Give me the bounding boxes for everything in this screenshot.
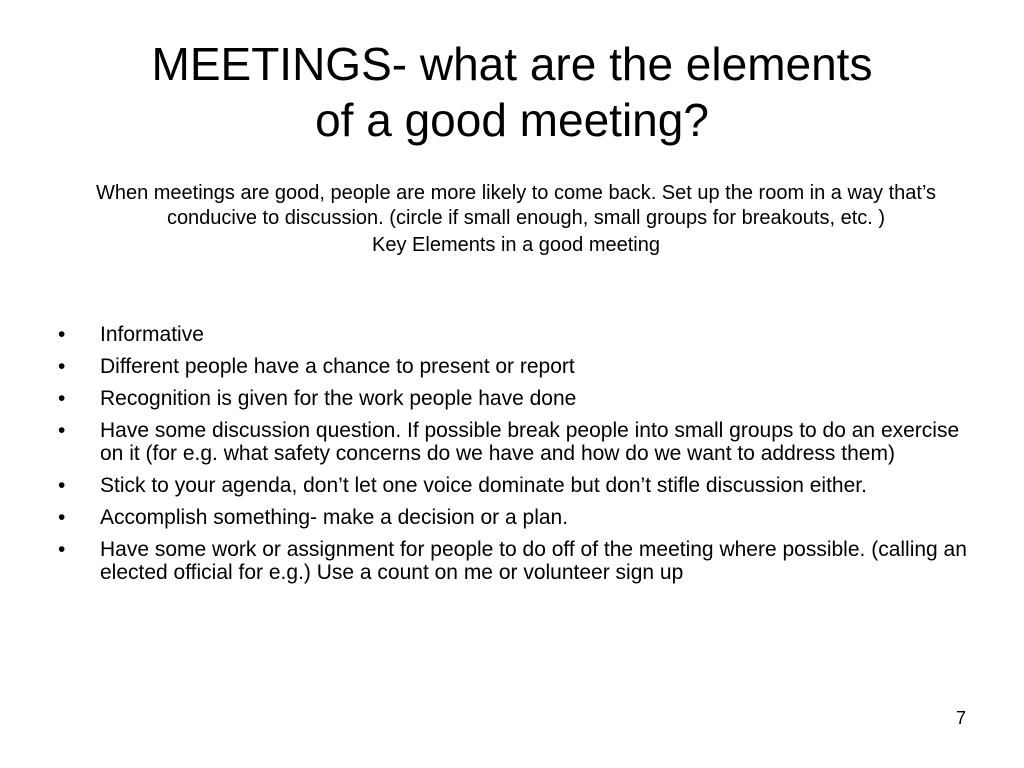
slide-title bbox=[40, 36, 984, 148]
list-item-text: Recognition is given for the work people have done bbox=[100, 387, 577, 410]
page-number: 7 bbox=[955, 708, 966, 728]
bullet-icon: • bbox=[58, 538, 66, 561]
list-item-text: Accomplish something- make a decision or a plan. bbox=[100, 506, 569, 529]
bullet-icon: • bbox=[58, 387, 66, 410]
key-elements-heading: Key Elements in a good meeting bbox=[372, 234, 660, 256]
list-item bbox=[58, 387, 968, 410]
bullet-icon: • bbox=[58, 474, 66, 497]
intro-block bbox=[80, 181, 952, 258]
list-item bbox=[58, 538, 968, 584]
intro-paragraph: When meetings are good, people are more likely to come back. Set up the room in a way that’s conducive to discussion. (circle if small enough, small groups for breakouts, etc. ) bbox=[95, 182, 937, 229]
list-item bbox=[58, 419, 968, 465]
list-item-text: Different people have a chance to present or report bbox=[100, 355, 575, 378]
list-item-text: Have some discussion question. If possible break people into small groups to do an exercise on it (for e.g. what safety concerns do we have and how do we want to address them) bbox=[100, 419, 960, 465]
bullet-icon: • bbox=[58, 506, 66, 529]
list-item-text: Informative bbox=[100, 323, 204, 346]
list-item bbox=[58, 474, 968, 497]
list-item-text: Have some work or assignment for people to do off of the meeting where possible. (calling an elected official for e.g.) Use a count on me or volunteer sign up bbox=[100, 538, 967, 584]
slide-title-line-2: of a good meeting? bbox=[315, 94, 709, 146]
bullet-icon: • bbox=[58, 419, 66, 442]
list-item bbox=[58, 506, 968, 529]
bullet-list bbox=[58, 323, 968, 593]
bullet-icon: • bbox=[58, 323, 66, 346]
bullet-icon: • bbox=[58, 355, 66, 378]
list-item-text: Stick to your agenda, don’t let one voice dominate but don’t stifle discussion either. bbox=[100, 474, 867, 497]
list-item bbox=[58, 355, 968, 378]
slide-title-line-1: MEETINGS- what are the elements bbox=[151, 38, 873, 90]
list-item bbox=[58, 323, 968, 346]
